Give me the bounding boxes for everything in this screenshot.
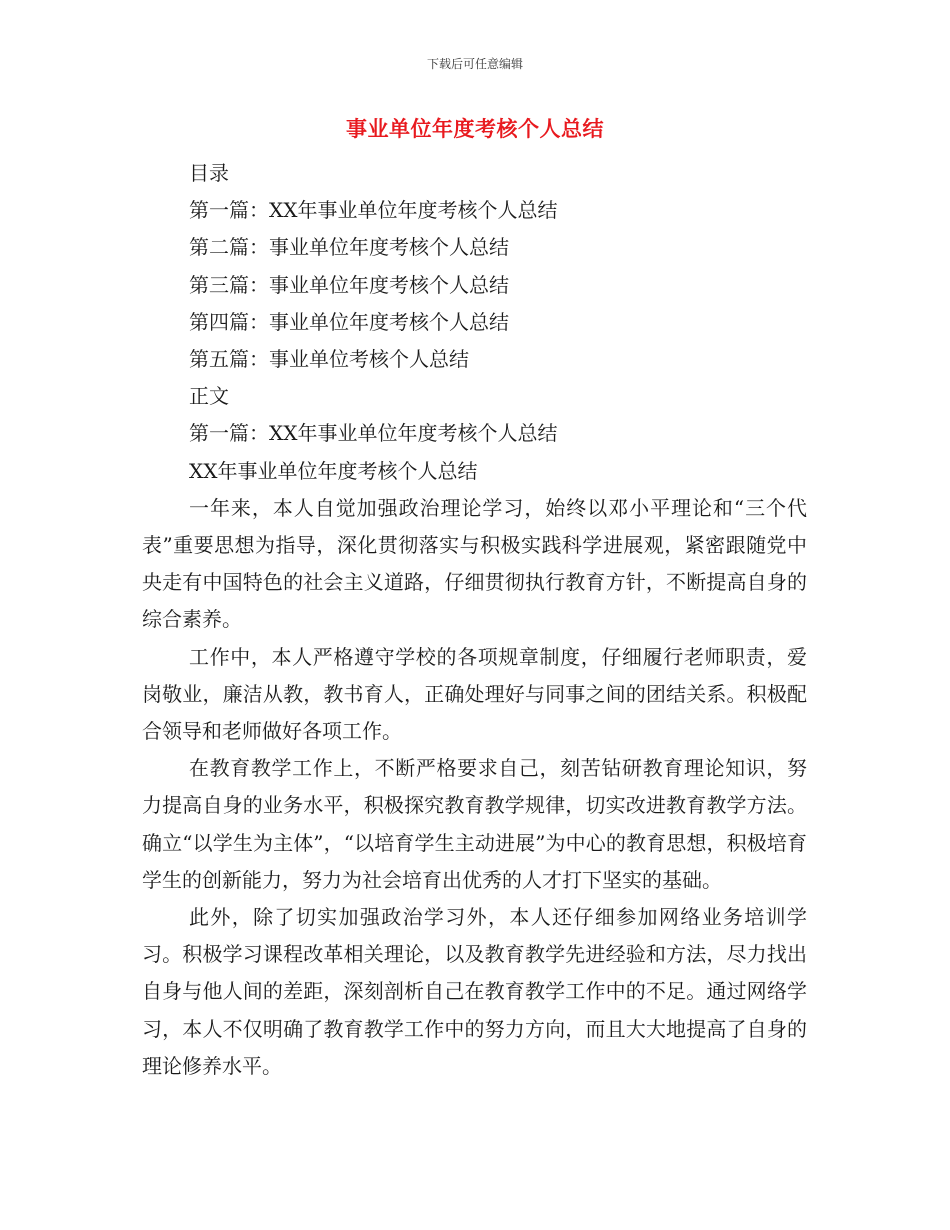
body-paragraph-3: 在教育教学工作上，不断严格要求自己，刻苦钻研教育理论知识，努力提高自身的业务水平，积极探究教育教学规律，切实改进教育教学方法。确立“以学生为主体”，“以培育学生主动进展”为中心的教育思想，积极培育学生的创新能力，努力为社会培育出优秀的人才打下坚实的基础。 [142, 756, 807, 892]
body-paragraph-1: 一年来，本人自觉加强政治理论学习，始终以邓小平理论和“三个代表”重要思想为指导，深化贯彻落实与积极实践科学进展观，紧密跟随党中央走有中国特色的社会主义道路，仔细贯彻执行教育方针，不断提高自身的综合素养。 [142, 495, 807, 632]
page-header-note: 下载后可任意编辑 [426, 57, 523, 71]
toc-item-1: 第一篇：XX年事业单位年度考核个人总结 [189, 198, 558, 223]
toc-label: 目录 [189, 161, 229, 185]
document-title: 事业单位年度考核个人总结 [346, 117, 604, 141]
toc-item-4: 第四篇：事业单位年度考核个人总结 [189, 309, 509, 334]
toc-item-5: 第五篇：事业单位考核个人总结 [189, 347, 469, 372]
toc-item-3: 第三篇：事业单位年度考核个人总结 [189, 272, 509, 297]
body-paragraph-2: 工作中，本人严格遵守学校的各项规章制度，仔细履行老师职责，爱岗敬业，廉洁从教，教书育人，正确处理好与同事之间的团结关系。积极配合领导和老师做好各项工作。 [142, 644, 807, 744]
body-paragraph-4: 此外，除了切实加强政治学习外，本人还仔细参加网络业务培训学习。积极学习课程改革相关理论，以及教育教学先进经验和方法，尽力找出自身与他人间的差距，深刻剖析自己在教育教学工作中的不足。通过网络学习，本人不仅明确了教育教学工作中的努力方向，而且大大地提高了自身的理论修养水平。 [142, 905, 807, 1078]
section-title: XX年事业单位年度考核个人总结 [189, 458, 478, 483]
chapter-heading: 第一篇：XX年事业单位年度考核个人总结 [189, 421, 558, 446]
document-body [142, 155, 807, 1085]
toc-item-2: 第二篇：事业单位年度考核个人总结 [189, 235, 509, 260]
body-label: 正文 [189, 384, 229, 409]
